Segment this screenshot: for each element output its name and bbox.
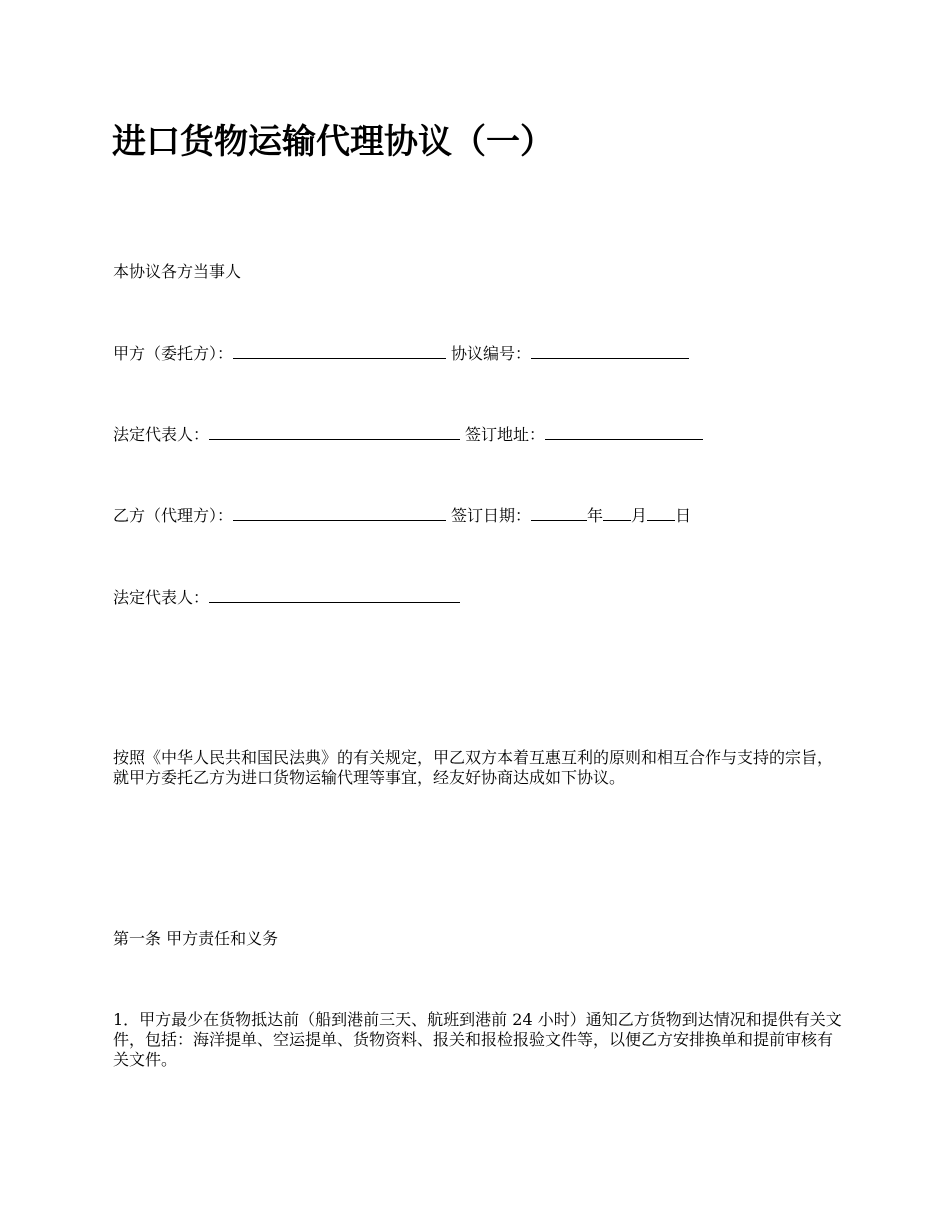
party-a-row xyxy=(113,343,689,364)
legal-rep-blank-2 xyxy=(209,587,460,603)
party-a-blank xyxy=(233,343,446,359)
signing-date-label: 签订日期： xyxy=(451,506,532,525)
party-b-label: 乙方（代理方）： xyxy=(113,506,234,525)
clause-1-paragraph: 1．甲方最少在货物抵达前（船到港前三天、航班到港前 24 小时）通知乙方货物到达情况和提供有关文件，包括：海洋提单、空运提单、货物资料、报关和报检报验文件等，以便乙方安排换单和提前审核有关文件。 xyxy=(113,1010,842,1069)
year-label: 年 xyxy=(587,506,604,525)
party-b-blank xyxy=(233,505,446,521)
legal-rep-label-2: 法定代表人： xyxy=(113,588,210,607)
party-b-row xyxy=(113,505,691,526)
parties-heading: 本协议各方当事人 xyxy=(113,262,242,281)
article-1-heading: 第一条 甲方责任和义务 xyxy=(113,929,279,948)
legal-rep-label-1: 法定代表人： xyxy=(113,425,210,444)
month-label: 月 xyxy=(631,506,648,525)
party-a-label: 甲方（委托方）： xyxy=(113,344,234,363)
day-label: 日 xyxy=(675,506,692,525)
document-title: 进口货物运输代理协议（一） xyxy=(112,122,554,162)
signing-place-label: 签订地址： xyxy=(465,425,546,444)
month-blank xyxy=(603,505,631,521)
legal-rep-row-2 xyxy=(113,587,460,608)
legal-rep-row-1 xyxy=(113,424,703,445)
day-blank xyxy=(647,505,675,521)
agreement-no-blank xyxy=(531,343,689,359)
year-blank xyxy=(531,505,587,521)
signing-place-blank xyxy=(545,424,703,440)
legal-rep-blank-1 xyxy=(209,424,460,440)
preamble-paragraph: 按照《中华人民共和国民法典》的有关规定，甲乙双方本着互惠互利的原则和相互合作与支持的宗旨，就甲方委托乙方为进口货物运输代理等事宜，经友好协商达成如下协议。 xyxy=(113,748,834,787)
agreement-no-label: 协议编号： xyxy=(451,344,532,363)
